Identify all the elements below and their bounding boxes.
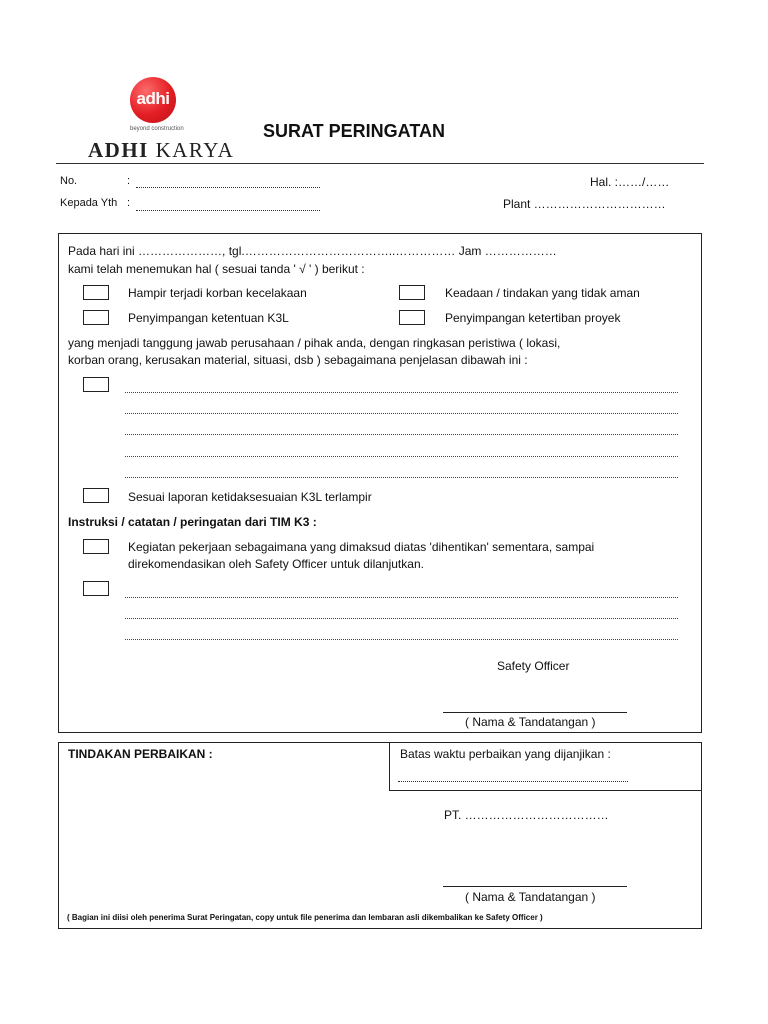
checkbox-description[interactable] xyxy=(83,377,109,392)
checkbox-other-instruction[interactable] xyxy=(83,581,109,596)
checkbox-report-attached[interactable] xyxy=(83,488,109,503)
option-report-attached: Sesuai laporan ketidaksesuaian K3L terlampir xyxy=(128,490,372,504)
responsibility-line-2: korban orang, kerusakan material, situasi, dsb ) sebagaimana penjelasan dibawah ini : xyxy=(68,353,528,367)
instruction-line-1[interactable] xyxy=(125,597,678,598)
no-field[interactable] xyxy=(136,187,320,188)
company-logo-wordmark xyxy=(88,138,234,163)
pt-field[interactable]: PT. ……………………………… xyxy=(444,808,609,822)
instruction-line-3[interactable] xyxy=(125,639,678,640)
safety-officer-signature-label: ( Nama & Tandatangan ) xyxy=(465,715,596,729)
option-k3l-deviation: Penyimpangan ketentuan K3L xyxy=(128,311,289,325)
hal-field[interactable]: Hal. :……/…… xyxy=(590,175,670,189)
deadline-label: Batas waktu perbaikan yang dijanjikan : xyxy=(400,747,611,761)
company-logo-mark: adhi xyxy=(130,77,176,123)
safety-officer-label: Safety Officer xyxy=(497,659,570,673)
warning-section xyxy=(58,233,702,733)
option-near-miss: Hampir terjadi korban kecelakaan xyxy=(128,286,307,300)
logo-tagline: beyond construction xyxy=(130,126,184,132)
checkbox-near-miss[interactable] xyxy=(83,285,109,300)
kepada-field[interactable] xyxy=(136,210,320,211)
page-title: SURAT PERINGATAN xyxy=(263,121,445,141)
deadline-field[interactable] xyxy=(398,781,628,782)
checkbox-k3l-deviation[interactable] xyxy=(83,310,109,325)
responsibility-line-1: yang menjadi tanggung jawab perusahaan / pihak anda, dengan ringkasan peristiwa ( lokasi, xyxy=(68,336,561,350)
checkbox-work-stop[interactable] xyxy=(83,539,109,554)
recipient-signature-label: ( Nama & Tandatangan ) xyxy=(465,890,596,904)
corrective-action-heading: TINDAKAN PERBAIKAN : xyxy=(68,747,213,761)
checkbox-unsafe-condition[interactable] xyxy=(399,285,425,300)
work-stop-line-2: direkomendasikan oleh Safety Officer untuk dilanjutkan. xyxy=(128,557,424,571)
description-line-2[interactable] xyxy=(125,413,678,414)
intro-check-line: kami telah menemukan hal ( sesuai tanda ' √ ' ) berikut : xyxy=(68,262,365,276)
logo-word-rest: KARYA xyxy=(155,138,235,162)
instruction-line-2[interactable] xyxy=(125,618,678,619)
kepada-colon: : xyxy=(127,197,131,209)
work-stop-line-1: Kegiatan pekerjaan sebagaimana yang dimaksud diatas 'dihentikan' sementara, sampai xyxy=(128,540,595,554)
logo-word-bold: ADHI xyxy=(88,138,149,162)
option-order-deviation: Penyimpangan ketertiban proyek xyxy=(445,311,621,325)
no-label: No. xyxy=(60,175,78,187)
description-line-1[interactable] xyxy=(125,392,678,393)
kepada-label: Kepada Yth xyxy=(60,197,118,209)
description-line-4[interactable] xyxy=(125,456,678,457)
recipient-signature-line[interactable] xyxy=(443,886,627,887)
header-divider xyxy=(56,163,704,164)
description-line-5[interactable] xyxy=(125,477,678,478)
safety-officer-signature-line[interactable] xyxy=(443,712,627,713)
instruction-heading: Instruksi / catatan / peringatan dari TIM K3 : xyxy=(68,515,317,529)
plant-field[interactable]: Plant …………………………… xyxy=(503,197,666,211)
checkbox-order-deviation[interactable] xyxy=(399,310,425,325)
footnote: ( Bagian ini diisi oleh penerima Surat Peringatan, copy untuk file penerima dan lembaran asli dikembalikan ke Safety Officer ) xyxy=(67,913,543,922)
intro-date-line: Pada hari ini …………………, tgl.………………………………..…………… Jam ……………… xyxy=(68,244,557,258)
description-line-3[interactable] xyxy=(125,434,678,435)
option-unsafe-condition: Keadaan / tindakan yang tidak aman xyxy=(445,286,640,300)
no-colon: : xyxy=(127,175,131,187)
